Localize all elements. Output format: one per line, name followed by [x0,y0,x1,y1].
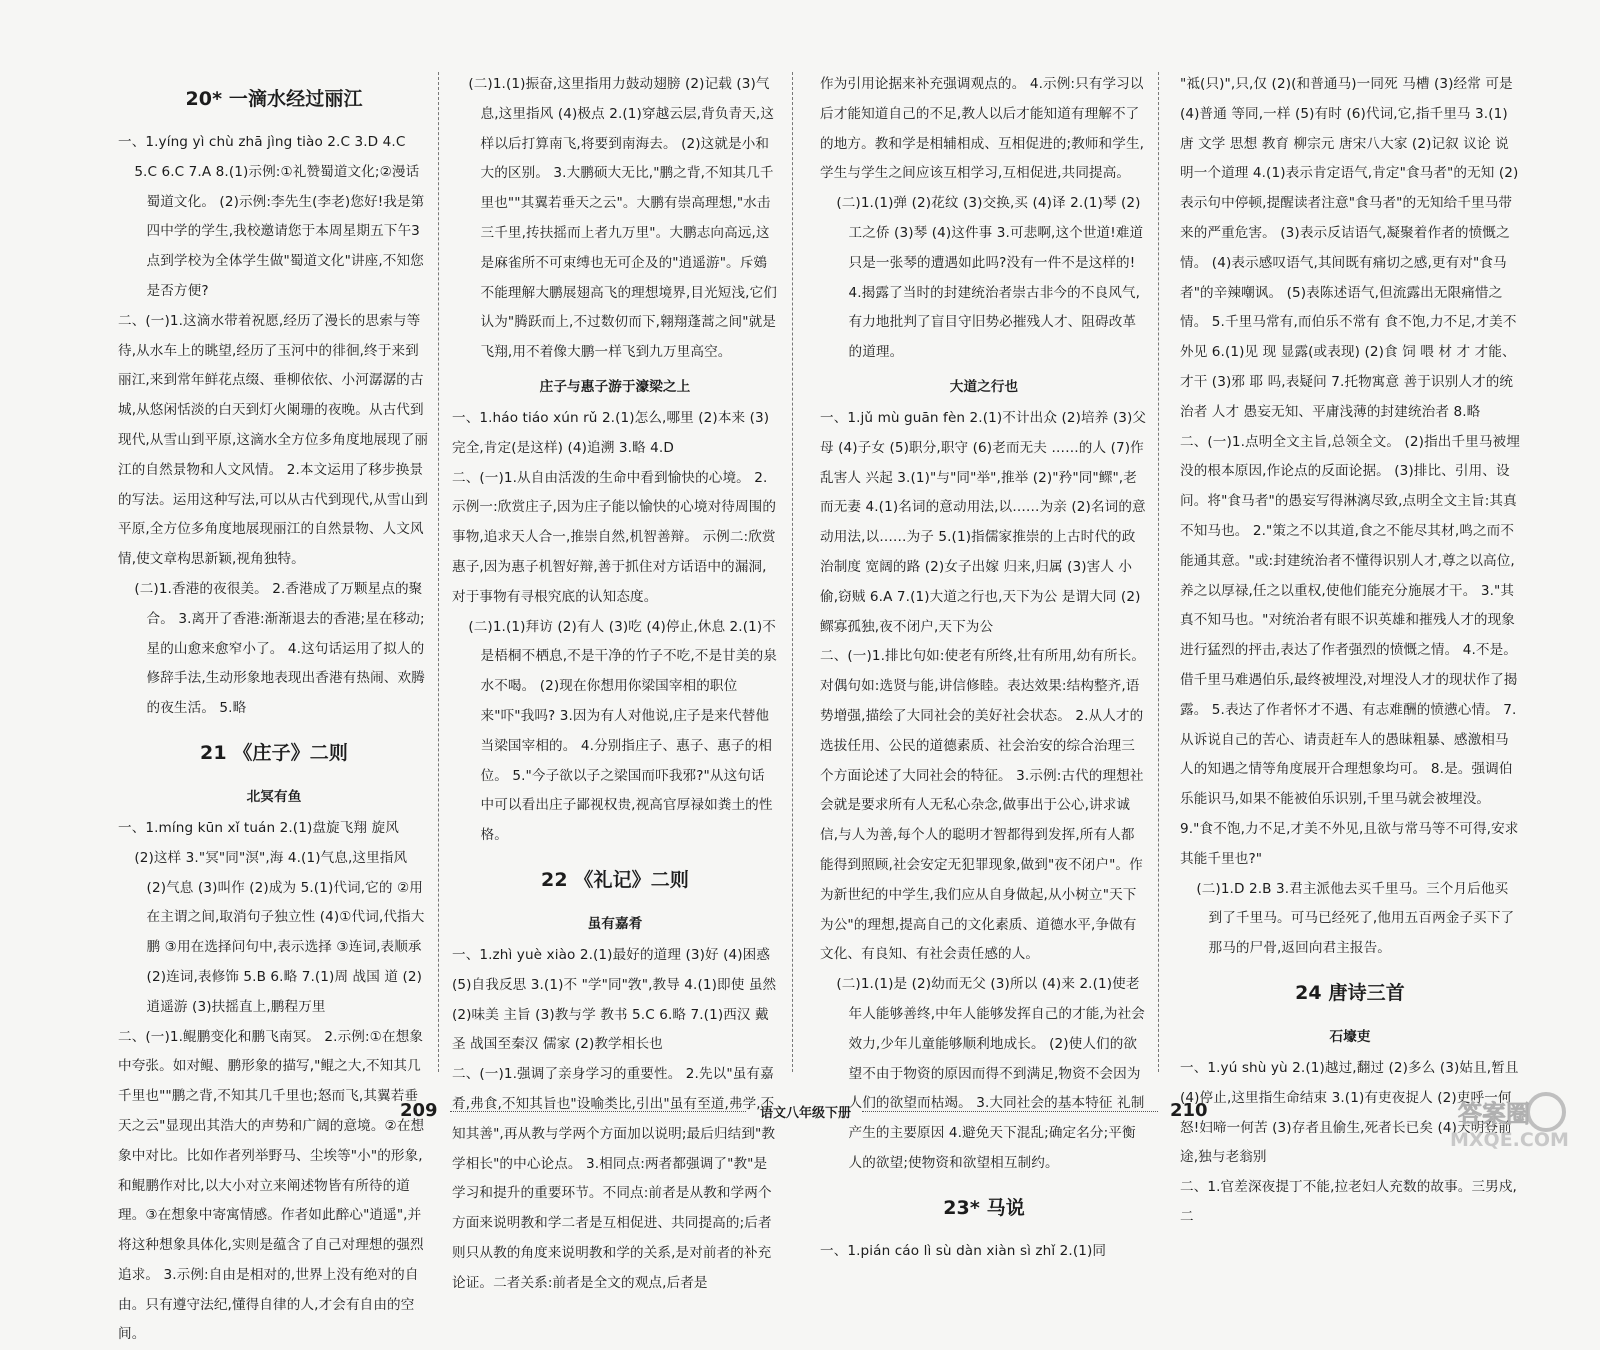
answer-paragraph: 二、(一)1.从自由活泼的生命中看到愉快的心境。 2.示例一:欣赏庄子,因为庄子能以愉快的心境对待周围的事物,追求天人合一,推崇自然,机智善辩。 示例二:欣赏惠子,因为惠子机智好辩,善于抓住对方话语中的漏洞,对于事物有寻根究底的认知态度。 [452,469,777,605]
answer-paragraph: (二)1.(1)弹 (2)花纹 (3)交换,买 (4)译 2.(1)琴 (2)工之侨 (3)琴 (4)这件事 3.可悲啊,这个世道!难道只是一张琴的遭遇如此吗?没有一件不是这样的! 4.揭露了当时的封建统治者崇古非今的不良风气,有力地批判了盲目守旧势必摧残人才、阻碍改革的道理。 [836,195,1144,361]
footer-rule-left [450,1111,746,1112]
lesson-title: 23* 马说 [943,1196,1025,1219]
column-divider [1158,72,1159,1072]
column-3 [820,70,1148,1259]
answer-paragraph: 二、(一)1.排比句如:使老有所终,壮有所用,幼有所长。对偶句如:选贤与能,讲信修睦。表达效果:结构整齐,语势增强,描绘了大同社会的美好社会状态。 2.从人才的选拔任用、公民的道德素质、社会治安的综合治理三个方面论述了大同社会的特征。 3.示例:古代的理想社会就是要求所有人无私心杂念,做事出于公心,讲求诚信,与人为善,每个人的聪明才智都得到发挥,所有人都能得到照顾,社会安定无犯罪现象,做到"夜不闭户"。作为新世纪的中学生,我们应从自身做起,从小树立"天下为公"的理想,提高自己的文化素质、道德水平,争做有文化、有良知、有社会责任感的人。 [820,648,1146,963]
site-watermark-logo [1436,1090,1586,1150]
answer-paragraph: (二)1.D 2.B 3.君主派他去买千里马。三个月后他买到了千里马。可马已经死了,他用五百两金子买下了那马的尸骨,返回向君主报告。 [1196,880,1515,957]
footer-rule-right [862,1111,1158,1112]
answer-paragraph: 一、1.yú shù yù 2.(1)越过,翻过 (2)多么 (3)姑且,暂且 (4)停止,这里指生命结束 3.(1)有吏夜捉人 (2)吏呼一何怒!妇啼一何苦 (3)存者且偷生,死者长已矣 (4)天明登前途,独与老翁别 [1180,1059,1524,1166]
section-title: 石壕吏 [1329,1028,1371,1045]
answer-paragraph: 二、1.官差深夜提丁不能,拉老妇人充数的故事。三男戍,二 [1180,1179,1517,1225]
lesson-title: 20* 一滴水经过丽江 [185,88,363,110]
footer-title: 语文八年级下册 [760,1106,852,1121]
right-page-number: 210 [1170,1100,1208,1121]
lesson-title: 21 《庄子》二则 [200,741,348,764]
answer-paragraph: (二)1.(1)是 (2)幼而无父 (3)所以 (4)来 2.(1)使老年人能够善终,中年人能够发挥自己的才能,为社会效力,少年儿童能够顺利地成长。 (2)使人们的欲望不由于物资的原因而得不到满足,物资不会因为人们的欲望而枯竭。 3.大同社会的基本特征 礼制产生的主要原因 4.避免天下混乱;确定名分;平衡人的欲望;使物资和欲望相互制约。 [836,976,1145,1171]
section-title: 北冥有鱼 [246,788,302,805]
answer-paragraph: 一、1.yíng yì chù zhā jìng tiào 2.C 3.D 4.C [118,134,406,150]
answer-paragraph: 一、1.háo tiáo xún rǔ 2.(1)怎么,哪里 (2)本来 (3)完全,肯定(是这样) (4)追溯 3.略 4.D [452,409,770,456]
answer-paragraph: (二)1.(1)拜访 (2)有人 (3)吃 (4)停止,休息 2.(1)不是梧桐不栖息,不是干净的竹子不吃,不是甘美的泉水不喝。 (2)现在你想用你梁国宰相的职位来"吓"我吗? 3.因为有人对他说,庄子是来代替他当梁国宰相的。 4.分别指庄子、惠子、惠子的相位。 5."今子欲以子之梁国而吓我邪?"从这句话中可以看出庄子鄙视权贵,视高官厚禄如粪土的性格。 [468,618,777,844]
answer-paragraph: (2)这样 3."冥"同"溟",海 4.(1)气息,这里指风 (2)气息 (3)叫作 (2)成为 5.(1)代词,它的 ②用在主谓之间,取消句子独立性 (4)①代词,代指大鹏 ③用在选择问句中,表示选择 ③连词,表顺承 (2)连词,表修饰 5.B 6.略 7.(1)周 战国 道 (2)逍遥游 (3)扶摇直上,鹏程万里 [134,849,427,1015]
svg-text:MXQE.COM: MXQE.COM [1450,1129,1569,1151]
column-divider [438,72,439,1072]
answer-paragraph: 二、(一)1.这滴水带着祝愿,经历了漫长的思索与等待,从水车上的眺望,经历了玉河中的徘徊,终于来到丽江,来到常年鲜花点缀、垂柳依依、小河潺潺的古城,从悠闲恬淡的白天到灯火阑珊的夜晚。从古代到现代,从雪山到平原,这滴水全方位多角度地展现了丽江的自然景物和人文风情。 2.本文运用了移步换景的写法。运用这种写法,可以从古代到现代,从雪山到平原,全方位多角度地展现丽江的自然景物、人文风情,使文章构思新颖,视角独特。 [118,312,429,568]
section-title: 虽有嘉肴 [587,915,643,932]
left-page-number: 209 [400,1100,438,1121]
column-2 [452,70,781,1291]
answer-paragraph: (二)1.香港的夜很美。 2.香港成了万颗星点的聚合。 3.离开了香港:渐渐退去的香港;星在移动;星的山愈来愈窄小了。 4.这句话运用了拟人的修辞手法,生动形象地表现出香港有热闹、欢腾的夜生活。 5.略 [134,580,425,717]
answer-paragraph: 二、(一)1.强调了亲身学习的重要性。 2.先以"虽有嘉肴,弗食,不知其旨也"设喻类比,引出"虽有至道,弗学,不知其善",再从教与学两个方面加以说明;最后归结到"教学相长"的中心论点。 3.相同点:两者都强调了"教"是学习和提升的重要环节。不同点:前者是从教和学两个方面来说明教和学二者是互相促进、共同提高的;后者则只从教的角度来说明教和学的关系,是对前者的补充论证。二者关系:前者是全文的观点,后者是 [452,1066,776,1291]
answer-paragraph: 二、(一)1.鲲鹏变化和鹏飞南冥。 2.示例:①在想象中夸张。如对鲲、鹏形象的描写,"鲲之大,不知其几千里也""鹏之背,不知其几千里也;怒而飞,其翼若垂天之云"显现出其浩大的声势和广阔的意境。②在想象中对比。比如作者列举野马、尘埃等"小"的形象,和鲲鹏作对比,以大小对立来阐述物皆有所待的道理。③在想象中寄寓情感。作者如此醉心"逍遥",并将这种想象具体化,实则是蕴含了自己对理想的强烈追求。 3.示例:自由是相对的,世界上没有绝对的自由。只有遵守法纪,懂得自律的人,才会有自由的空间。 [118,1028,425,1343]
section-title: 大道之行也 [949,378,1019,395]
answer-paragraph: (二)1.(1)振奋,这里指用力鼓动翅膀 (2)记载 (3)气息,这里指风 (4)极点 2.(1)穿越云层,背负青天,这样以后打算南飞,将要到南海去。 (2)这就是小和大的区别。 3.大鹏硕大无比,"鹏之背,不知其几千里也""其翼若垂天之云"。大鹏有崇高理想,"水击三千里,抟扶摇而上者九万里"。大鹏志向高远,这是麻雀所不可束缚也无可企及的"逍遥游"。斥鴳不能理解大鹏展翅高飞的理想境界,目光短浅,它们认为"腾跃而上,不过数仞而下,翱翔蓬蒿之间"就是飞翔,用不着像大鹏一样飞到九万里高空。 [468,76,777,361]
column-divider [792,72,793,1072]
answer-paragraph: 5.C 6.C 7.A 8.(1)示例:①礼赞蜀道文化;②漫话蜀道文化。 (2)示例:李先生(李老)您好!我是第四中学的学生,我校邀请您于本周星期五下午3点到学校为全体学生做"蜀道文化"讲座,不知您是否方便? [134,163,425,299]
answer-paragraph: 一、1.jǔ mù guān fèn 2.(1)不计出众 (2)培养 (3)父母 (4)子女 (5)职分,职守 (6)老而无夫 ……的人 (7)作乱害人 兴起 3.(1)"与"同"举",推举 (2)"矜"同"鳏",老而无妻 4.(1)名词的意动用法,以……为亲 (2)名词的意动用法,以……为子 5.(1)指儒家推崇的上古时代的政治制度 宽阔的路 (2)女子出嫁 归来,归属 (3)害人 小偷,窃贼 6.A 7.(1)大道之行也,天下为公 是谓大同 (2)鳏寡孤独,夜不闭户,天下为公 [820,409,1147,635]
section-title: 庄子与惠子游于濠梁之上 [539,378,691,395]
answer-paragraph: 作为引用论据来补充强调观点的。 4.示例:只有学习以后才能知道自己的不足,教人以后才能知道有理解不了的地方。教和学是相辅相成、互相促进的;教师和学生,学生与学生之间应该互相学习,互相促进,共同提高。 [820,76,1145,182]
answer-paragraph: 二、(一)1.点明全文主旨,总领全文。 (2)指出千里马被埋没的根本原因,作论点的反面论据。 (3)排比、引用、设问。将"食马者"的愚妄写得淋漓尽致,点明全文主旨:其真不知马也。 2."策之不以其道,食之不能尽其材,鸣之而不能通其意。"或:封建统治者不懂得识别人才,尊之以高位,养之以厚禄,任之以重权,使他们能充分施展才干。 3."其真不知马也。"对统治者有眼不识英雄和摧残人才的现象进行猛烈的抨击,表达了作者强烈的愤慨之情。 4.不是。借千里马难遇伯乐,最终被埋没,对埋没人才的现状作了揭露。 5.表达了作者怀才不遇、有志难酬的愤懑心情。 7.从诉说自己的苦心、请责赶车人的愚昧粗暴、感激相马人的知遇之情等角度展开合理想象均可。 8.是。强调伯乐能识马,如果不能被伯乐识别,千里马就会被埋没。 9."食不饱,力不足,才美不外见,且欲与常马等不可得,安求其能千里也?" [1180,433,1520,867]
answer-paragraph: 一、1.míng kūn xǐ tuán 2.(1)盘旋飞翔 旋风 [118,819,399,836]
lesson-title: 22 《礼记》二则 [541,868,689,891]
answer-paragraph: "祗(只)",只,仅 (2)(和普通马)一同死 马槽 (3)经常 可是 (4)普通 等同,一样 (5)有时 (6)代词,它,指千里马 3.(1)唐 文学 思想 教育 柳宗元 唐宋八大家 (2)记叙 议论 说明一个道理 4.(1)表示肯定语气,肯定"食马者"的无知 (2)表示句中停顿,提醒读者注意"食马者"的无知给千里马带来的严重危害。 (3)表示反诘语气,凝聚着作者的愤慨之情。 (4)表示感叹语气,其间既有痛切之感,更有对"食马者"的辛辣嘲讽。 (5)表陈述语气,但流露出无限痛惜之情。 5.千里马常有,而伯乐不常有 食不饱,力不足,才美不外见 6.(1)见 现 显露(或表现) (2)食 饲 喂 材 才 才能、才干 (3)邪 耶 吗,表疑问 7.托物寓意 善于识别人才的统治者 人才 愚妄无知、平庸浅薄的封建统治者 8.略 [1180,76,1519,420]
lesson-title: 24 唐诗三首 [1295,981,1405,1004]
answer-paragraph: 一、1.pián cáo lì sù dàn xiàn sì zhǐ 2.(1)同 [820,1242,1107,1259]
svg-text:答案圈: 答案圈 [1458,1100,1530,1128]
answer-paragraph: 一、1.zhì yuè xiào 2.(1)最好的道理 (3)好 (4)困惑 (5)自我反思 3.(1)不 "学"同"敩",教导 4.(1)即使 虽然 (2)味美 主旨 (3)教与学 教书 5.C 6.略 7.(1)西汉 戴圣 战国至秦汉 儒家 (2)教学相长也 [452,946,781,1053]
page-footer [0,1100,1600,1130]
